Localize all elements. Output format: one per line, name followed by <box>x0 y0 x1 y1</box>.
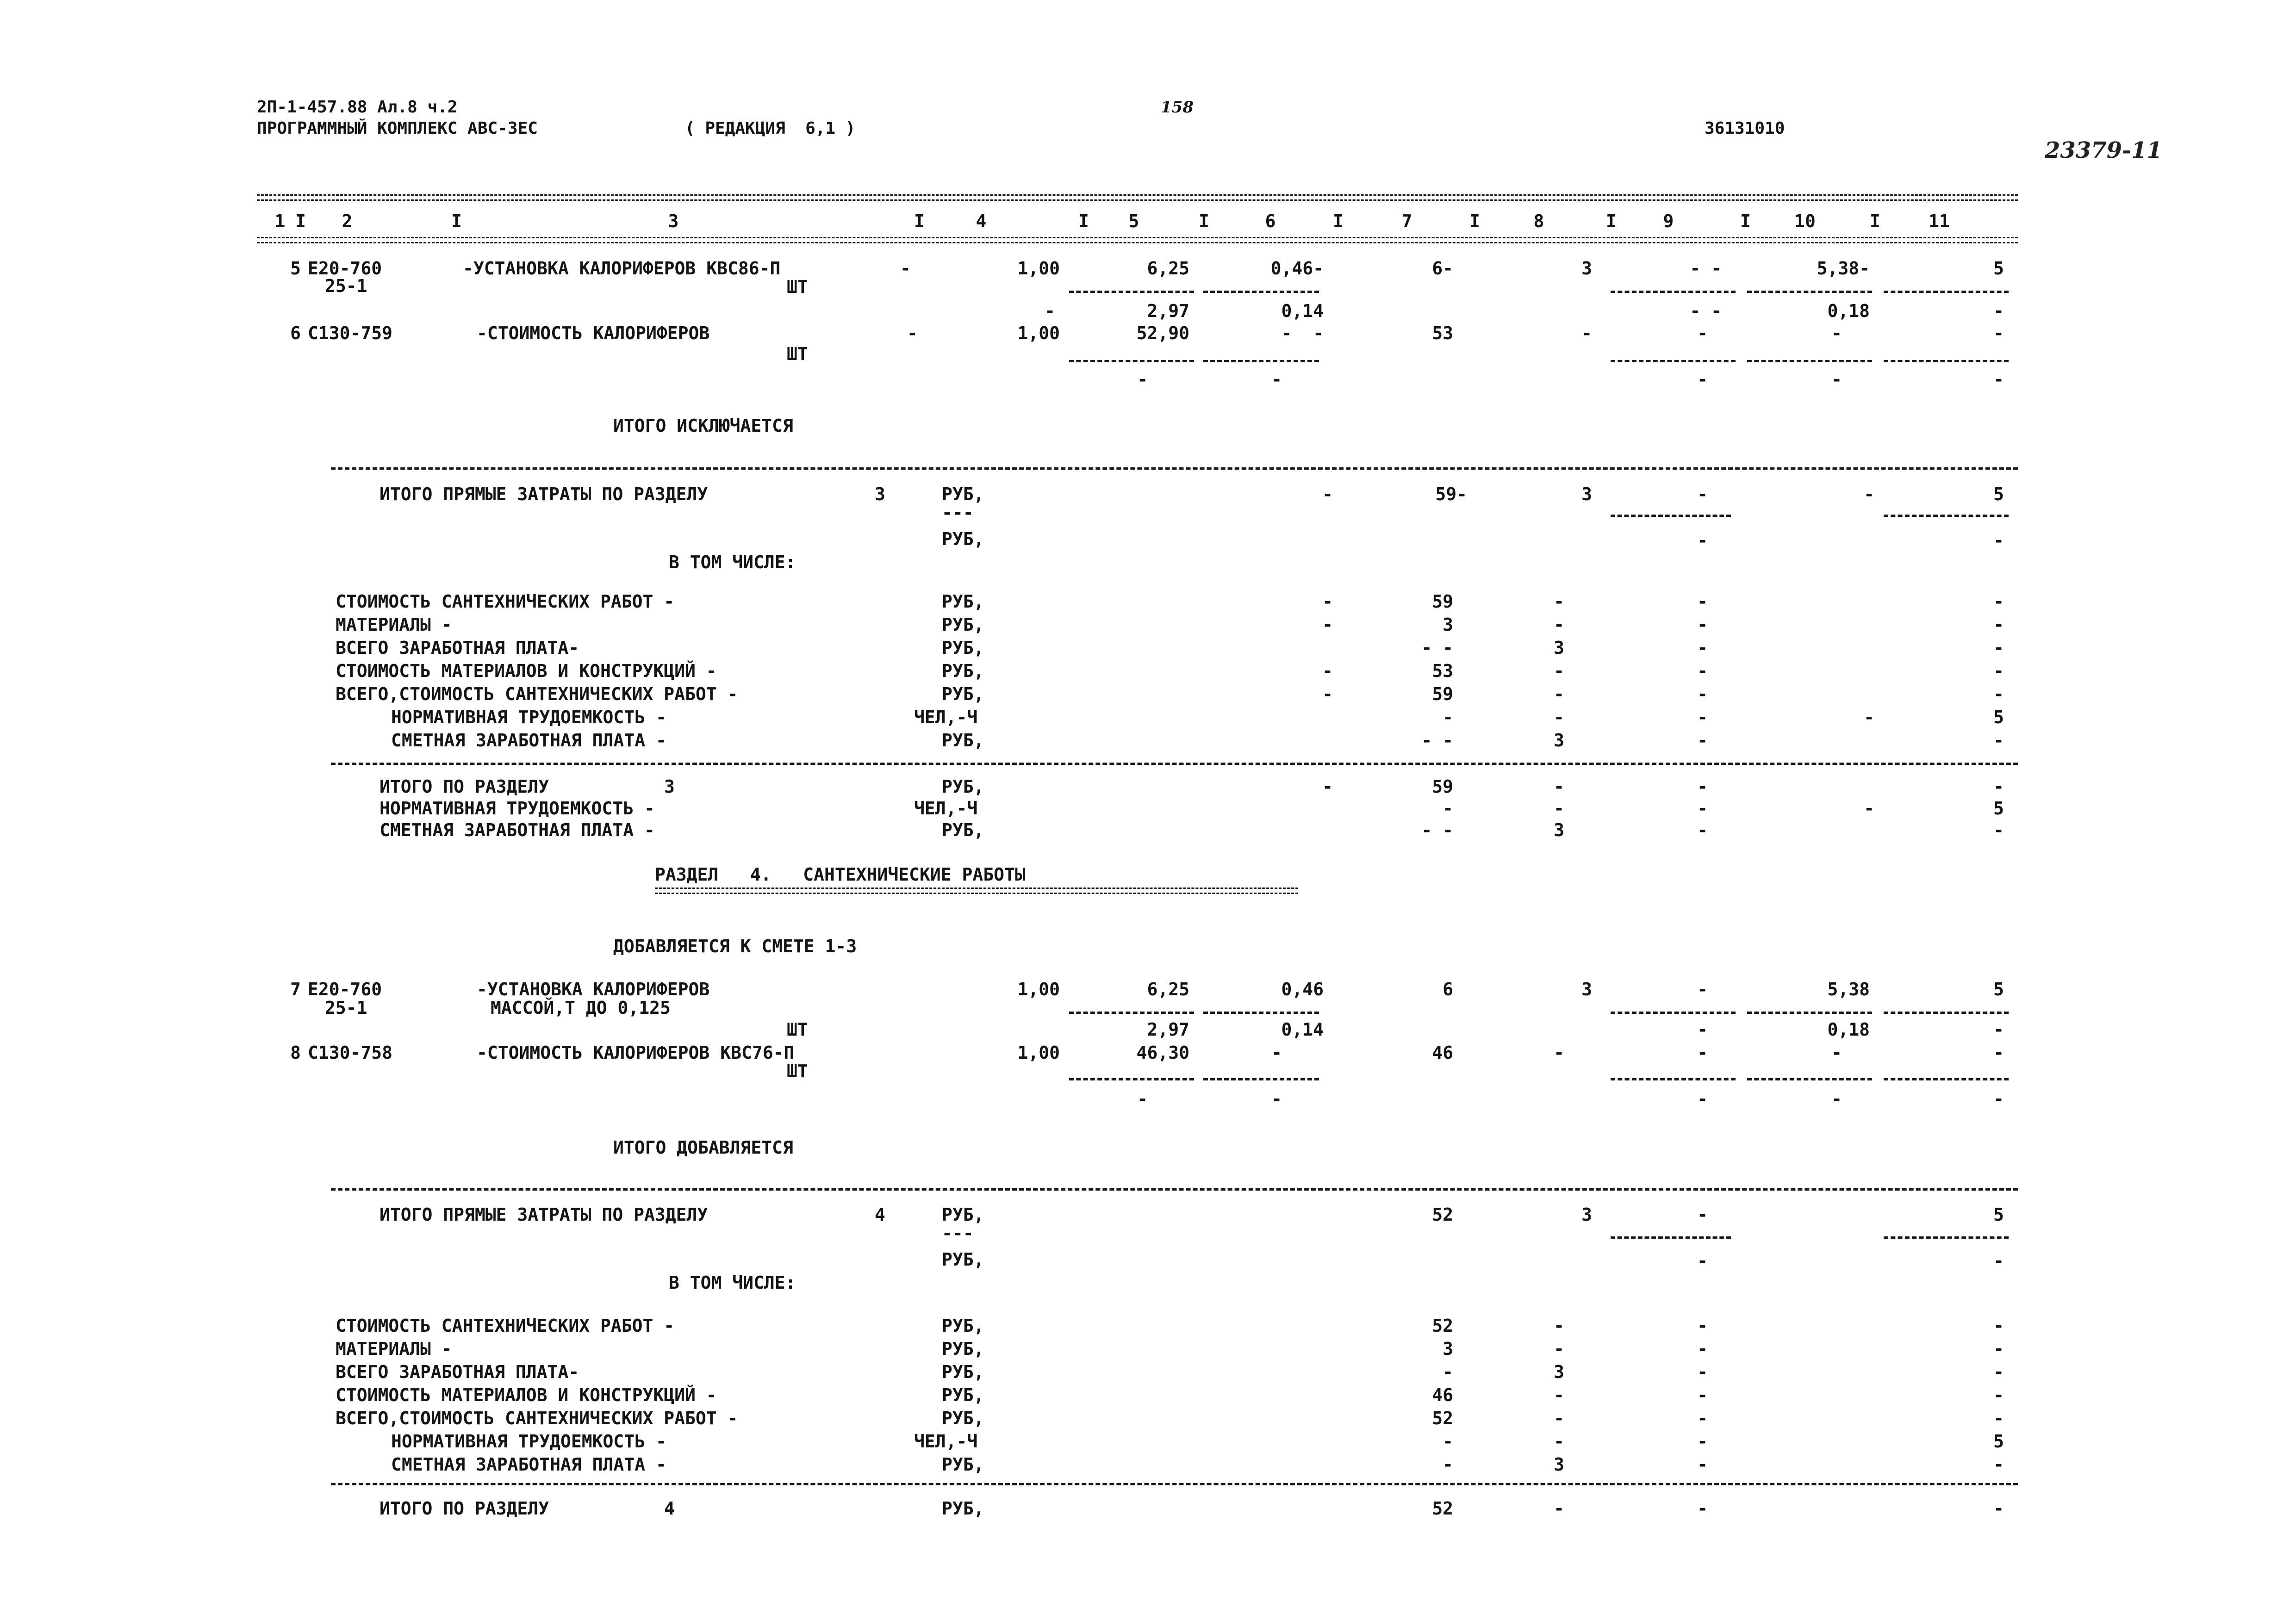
item-number: 5 <box>290 258 301 279</box>
item-code: Е20-760 <box>308 979 382 999</box>
row-label: ВСЕГО ЗАРАБОТНАЯ ПЛАТА- <box>336 638 579 658</box>
item-col6: 0,46- <box>1270 258 1324 279</box>
row-label: НОРМАТИВНАЯ ТРУДОЕМКОСТЬ - <box>380 798 655 819</box>
unit-label: ЧЕЛ,-Ч <box>914 798 978 819</box>
item-col6-lower: 0,14 <box>1281 301 1324 321</box>
item-col5-lower: - <box>1137 369 1148 390</box>
item-col9-lower: - <box>1697 1089 1708 1109</box>
value-col8: - <box>1554 776 1564 797</box>
item-col10: 5,38 <box>1827 979 1870 999</box>
value-col8: 3 <box>1554 1454 1564 1475</box>
item-col4-lower: - <box>1045 301 1055 321</box>
separator-rule <box>331 1188 2018 1191</box>
item-col11-lower: - <box>1993 369 2004 390</box>
section-number: 4 <box>664 1498 675 1519</box>
value-col6: - <box>1322 484 1333 504</box>
item-unit: ШТ <box>787 1019 808 1040</box>
item-unit: ШТ <box>787 344 808 364</box>
value-col11: - <box>1993 1339 2004 1359</box>
value-col7: - <box>1443 1431 1453 1452</box>
unit-label: ЧЕЛ,-Ч <box>914 1431 978 1452</box>
value-col9: - <box>1697 591 1708 612</box>
item-col11: 5 <box>1993 258 2004 279</box>
row-label: СМЕТНАЯ ЗАРАБОТНАЯ ПЛАТА - <box>391 1454 666 1475</box>
item-col11: - <box>1993 1043 2004 1063</box>
value-col11-2: - <box>1993 530 2004 551</box>
item-name: -УСТАНОВКА КАЛОРИФЕРОВ <box>477 979 710 999</box>
program-name: ПРОГРАММНЫЙ КОМПЛЕКС АВС-ЗЕС <box>257 119 538 138</box>
row-label: ВСЕГО ЗАРАБОТНАЯ ПЛАТА- <box>336 1362 579 1382</box>
unit-label: РУБ, <box>942 661 984 681</box>
value-col7: 3 <box>1443 614 1453 635</box>
col-header-8: 8 <box>1533 211 1544 231</box>
unit-label: РУБ, <box>942 1204 984 1225</box>
value-col9: - <box>1697 1362 1708 1382</box>
value-col11: - <box>1993 1408 2004 1428</box>
value-col8: - <box>1554 661 1564 681</box>
row-label: МАТЕРИАЛЫ - <box>336 1339 452 1359</box>
unit-label: РУБ, <box>942 776 984 797</box>
value-col9: - <box>1697 776 1708 797</box>
item-col6: - <box>1271 1043 1282 1063</box>
direct-costs-label: ИТОГО ПРЯМЫЕ ЗАТРАТЫ ПО РАЗДЕЛУ <box>380 484 708 504</box>
item-number: 6 <box>290 323 301 343</box>
value-col11-2: - <box>1993 1251 2004 1271</box>
section4-title: РАЗДЕЛ 4. САНТЕХНИЧЕСКИЕ РАБОТЫ <box>655 864 1026 885</box>
value-col8: 3 <box>1554 1362 1564 1382</box>
value-col8: - <box>1554 684 1564 704</box>
value-col7: - <box>1443 1362 1453 1382</box>
value-col11: - <box>1993 1385 2004 1405</box>
value-col11: 5 <box>1993 798 2004 819</box>
item-col8: 3 <box>1581 979 1592 999</box>
row-label: СМЕТНАЯ ЗАРАБОТНАЯ ПЛАТА - <box>391 730 666 751</box>
unit-label: РУБ, <box>942 1408 984 1428</box>
value-col7: 59 <box>1432 684 1453 704</box>
value-col9: - <box>1697 1498 1708 1519</box>
item-col8: - <box>1581 323 1592 343</box>
register-code: 36131010 <box>1705 119 1785 138</box>
value-col6: - <box>1322 614 1333 635</box>
row-label: СТОИМОСТЬ САНТЕХНИЧЕСКИХ РАБОТ - <box>336 591 675 612</box>
unit-label-2: РУБ, <box>942 1249 984 1270</box>
separator-rule <box>331 467 2018 470</box>
item-number: 7 <box>290 979 301 999</box>
value-col11: - <box>1993 684 2004 704</box>
item-col8: - <box>1554 1043 1564 1063</box>
value-col11: 5 <box>1993 1431 2004 1452</box>
value-col8: 3 <box>1554 730 1564 751</box>
section-number: 3 <box>875 484 885 504</box>
col-header-3: 3 <box>668 211 679 231</box>
value-col9: - <box>1697 614 1708 635</box>
item-col9: - <box>1697 1043 1708 1063</box>
item-col6-lower: - <box>1271 369 1282 390</box>
col-header-5: 5 <box>1128 211 1139 231</box>
item-col11: - <box>1993 323 2004 343</box>
item-col9: - <box>1697 323 1708 343</box>
value-col7: - - <box>1421 730 1453 751</box>
value-col8: - <box>1554 1316 1564 1336</box>
program-edition: ( РЕДАКЦИЯ 6,1 ) <box>685 119 856 138</box>
value-col7: 59 <box>1432 591 1453 612</box>
item-col9-lower: - - <box>1690 301 1722 321</box>
value-col11: - <box>1993 1362 2004 1382</box>
value-col8: - <box>1554 1431 1564 1452</box>
value-col7: 59 <box>1432 776 1453 797</box>
item-col7: 53 <box>1432 323 1453 343</box>
item-name: -УСТАНОВКА КАЛОРИФЕРОВ КВС86-П <box>463 258 781 279</box>
row-label: НОРМАТИВНАЯ ТРУДОЕМКОСТЬ - <box>391 707 666 727</box>
item-code: С130-759 <box>308 323 393 343</box>
row-label: НОРМАТИВНАЯ ТРУДОЕМКОСТЬ - <box>391 1431 666 1452</box>
value-col8: - <box>1554 1408 1564 1428</box>
value-col11: - <box>1993 591 2004 612</box>
col-header-2: 2 <box>342 211 353 231</box>
row-label: СТОИМОСТЬ САНТЕХНИЧЕСКИХ РАБОТ - <box>336 1316 675 1336</box>
item-col9: - - <box>1690 258 1722 279</box>
item-col5-lower: - <box>1137 1089 1148 1109</box>
value-col7: - - <box>1421 638 1453 658</box>
handwritten-code: 23379-11 <box>2045 137 2162 163</box>
value-col9-2: - <box>1697 1251 1708 1271</box>
item-col7: 46 <box>1432 1043 1453 1063</box>
item-col8: 3 <box>1581 258 1592 279</box>
value-col6: - <box>1322 684 1333 704</box>
item-col10-lower: 0,18 <box>1827 301 1870 321</box>
table-top-rule <box>257 194 2018 201</box>
item-quantity: 1,00 <box>1017 323 1060 343</box>
item-col5: 6,25 <box>1147 258 1189 279</box>
item-col10-lower: - <box>1831 369 1842 390</box>
unit-label: РУБ, <box>942 1385 984 1405</box>
item-col5: 52,90 <box>1136 323 1189 343</box>
including-label: В ТОМ ЧИСЛЕ: <box>669 552 796 572</box>
value-col9: - <box>1697 1316 1708 1336</box>
unit-label: РУБ, <box>942 1339 984 1359</box>
item-unit: ШТ <box>787 277 808 297</box>
col-header-10: 10 <box>1794 211 1816 231</box>
value-col11: - <box>1993 1498 2004 1519</box>
value-col7: - <box>1443 707 1453 727</box>
value-col9: - <box>1697 638 1708 658</box>
value-col11: - <box>1993 638 2004 658</box>
value-col9: - <box>1697 661 1708 681</box>
row-label: МАТЕРИАЛЫ - <box>336 614 452 635</box>
row-label: СТОИМОСТЬ МАТЕРИАЛОВ И КОНСТРУКЦИЙ - <box>336 661 717 681</box>
value-col6: - <box>1322 591 1333 612</box>
unit-label: РУБ, <box>942 730 984 751</box>
value-col9: - <box>1697 1431 1708 1452</box>
value-col8: - <box>1554 1498 1564 1519</box>
section-number: 4 <box>875 1204 885 1225</box>
value-col11: - <box>1993 1454 2004 1475</box>
including-label: В ТОМ ЧИСЛЕ: <box>669 1272 796 1293</box>
value-col9: - <box>1697 484 1708 504</box>
value-col8: - <box>1554 1385 1564 1405</box>
page-number: 158 <box>1161 98 1194 117</box>
value-col7: 53 <box>1432 661 1453 681</box>
value-col9: - <box>1697 1339 1708 1359</box>
value-col7: 52 <box>1432 1204 1453 1225</box>
item-name-2: МАССОЙ,Т ДО 0,125 <box>491 998 671 1018</box>
unit-label: РУБ, <box>942 638 984 658</box>
direct-costs-label: ИТОГО ПРЯМЫЕ ЗАТРАТЫ ПО РАЗДЕЛУ <box>380 1204 708 1225</box>
added-to-label: ДОБАВЛЯЕТСЯ К СМЕТЕ 1-3 <box>613 936 857 956</box>
row-label: СТОИМОСТЬ МАТЕРИАЛОВ И КОНСТРУКЦИЙ - <box>336 1385 717 1405</box>
value-col6: - <box>1322 776 1333 797</box>
value-col8: - <box>1554 591 1564 612</box>
value-col7: 59- <box>1435 484 1467 504</box>
separator-rule <box>331 1483 2018 1485</box>
value-col11: - <box>1993 730 2004 751</box>
item-col11: 5 <box>1993 979 2004 999</box>
row-label: ВСЕГО,СТОИМОСТЬ САНТЕХНИЧЕСКИХ РАБОТ - <box>336 1408 738 1428</box>
item-col7: 6- <box>1432 258 1453 279</box>
value-col7: 52 <box>1432 1408 1453 1428</box>
item-number: 8 <box>290 1043 301 1063</box>
value-col9-2: - <box>1697 530 1708 551</box>
value-col7: - - <box>1421 820 1453 840</box>
value-col10: - <box>1864 484 1874 504</box>
row-label: ВСЕГО,СТОИМОСТЬ САНТЕХНИЧЕСКИХ РАБОТ - <box>336 684 738 704</box>
col-header-9: 9 <box>1663 211 1674 231</box>
value-col10: - <box>1864 707 1874 727</box>
value-col7: 46 <box>1432 1385 1453 1405</box>
item-col10-lower: 0,18 <box>1827 1019 1870 1040</box>
section4-title-underline <box>655 888 1298 894</box>
value-col9: - <box>1697 1408 1708 1428</box>
unit-label: РУБ, <box>942 591 984 612</box>
item-col5: 46,30 <box>1136 1043 1189 1063</box>
item-col7: 6 <box>1443 979 1453 999</box>
value-col9: - <box>1697 730 1708 751</box>
row-label: СМЕТНАЯ ЗАРАБОТНАЯ ПЛАТА - <box>380 820 655 840</box>
item-col5-lower: 2,97 <box>1147 301 1189 321</box>
item-col9-lower: - <box>1697 1019 1708 1040</box>
value-col11: 5 <box>1993 1204 2004 1225</box>
item-col6-lower: 0,14 <box>1281 1019 1324 1040</box>
unit-label: РУБ, <box>942 1454 984 1475</box>
item-code: Е20-760 <box>308 258 382 279</box>
item-col6: - - <box>1281 323 1324 343</box>
value-col8: - <box>1554 1339 1564 1359</box>
unit-label: РУБ, <box>942 1316 984 1336</box>
item-col5-lower: 2,97 <box>1147 1019 1189 1040</box>
item-col11-lower: - <box>1993 1019 2004 1040</box>
value-col8: 3 <box>1554 638 1564 658</box>
item-name: -СТОИМОСТЬ КАЛОРИФЕРОВ КВС76-П <box>477 1043 795 1063</box>
item-quantity: 1,00 <box>1017 1043 1060 1063</box>
item-col5: 6,25 <box>1147 979 1189 999</box>
item-col9: - <box>1697 979 1708 999</box>
value-col6: - <box>1322 661 1333 681</box>
value-col9: - <box>1697 820 1708 840</box>
item-quantity: 1,00 <box>1017 979 1060 999</box>
item-quantity: 1,00 <box>1017 258 1060 279</box>
value-col7: - <box>1443 1454 1453 1475</box>
unit-label: ЧЕЛ,-Ч <box>914 707 978 727</box>
value-col7: - <box>1443 798 1453 819</box>
unit-label: РУБ, <box>942 614 984 635</box>
item-col6: 0,46 <box>1281 979 1324 999</box>
value-col9: - <box>1697 684 1708 704</box>
value-col9: - <box>1697 798 1708 819</box>
value-col11: - <box>1993 820 2004 840</box>
item-col9-lower: - <box>1697 369 1708 390</box>
item-col10: - <box>1831 323 1842 343</box>
item-code-2: 25-1 <box>325 998 367 1018</box>
item-col10: - <box>1831 1043 1842 1063</box>
value-col8: 3 <box>1581 484 1592 504</box>
unit-label: РУБ, <box>942 820 984 840</box>
unit-sub: --- <box>942 1223 974 1243</box>
item-code-2: 25-1 <box>325 276 367 296</box>
value-col11: - <box>1993 776 2004 797</box>
excluded-total-label: ИТОГО ИСКЛЮЧАЕТСЯ <box>613 416 793 436</box>
item-col11-lower: - <box>1993 1089 2004 1109</box>
value-col11: - <box>1993 614 2004 635</box>
col-header-7: 7 <box>1401 211 1412 231</box>
document-code: 2П-1-457.88 Ал.8 ч.2 <box>257 98 458 117</box>
unit-label: РУБ, <box>942 1498 984 1519</box>
value-col9: - <box>1697 1385 1708 1405</box>
item-name-dash: - <box>900 258 911 279</box>
value-col8: 3 <box>1581 1204 1592 1225</box>
value-col11: 5 <box>1993 707 2004 727</box>
value-col8: - <box>1554 614 1564 635</box>
unit-label: РУБ, <box>942 1362 984 1382</box>
item-name-dash: - <box>907 323 918 343</box>
added-total-label: ИТОГО ДОБАВЛЯЕТСЯ <box>613 1137 793 1158</box>
value-col7: 3 <box>1443 1339 1453 1359</box>
value-col8: 3 <box>1554 820 1564 840</box>
value-col9: - <box>1697 1454 1708 1475</box>
value-col11: - <box>1993 1316 2004 1336</box>
item-col11-lower: - <box>1993 301 2004 321</box>
col-header-6: 6 <box>1265 211 1276 231</box>
item-col6-lower: - <box>1271 1089 1282 1109</box>
item-col10: 5,38- <box>1817 258 1870 279</box>
value-col8: - <box>1554 707 1564 727</box>
value-col11: 5 <box>1993 484 2004 504</box>
item-col10-lower: - <box>1831 1089 1842 1109</box>
value-col11: - <box>1993 661 2004 681</box>
col-header-1: 1 <box>274 211 286 231</box>
item-name: -СТОИМОСТЬ КАЛОРИФЕРОВ <box>477 323 710 343</box>
item-code: С130-758 <box>308 1043 393 1063</box>
value-col9: - <box>1697 707 1708 727</box>
value-col7: 52 <box>1432 1316 1453 1336</box>
section-number: 3 <box>664 776 675 797</box>
section-total-label: ИТОГО ПО РАЗДЕЛУ <box>380 1498 549 1519</box>
col-header-11: 11 <box>1929 211 1950 231</box>
value-col9: - <box>1697 1204 1708 1225</box>
item-unit: ШТ <box>787 1061 808 1081</box>
value-col10: - <box>1864 798 1874 819</box>
unit-sub: --- <box>942 503 974 523</box>
unit-label: РУБ, <box>942 484 984 504</box>
value-col8: - <box>1554 798 1564 819</box>
column-header-rule <box>257 237 2018 243</box>
unit-label: РУБ, <box>942 684 984 704</box>
value-col7: 52 <box>1432 1498 1453 1519</box>
page: 2П-1-457.88 Ал.8 ч.2 ПРОГРАММНЫЙ КОМПЛЕКС АВС-ЗЕС ( РЕДАКЦИЯ 6,1 ) 158 36131010 23379-11 1 I 2 I 3 I 4 I 5 I 6 I 7 I 8 I 9 I 10 I 11 5 Е20-760 -УСТАНОВКА КАЛОРИФЕРОВ КВС86-П - 1,00 6,25 0,46- 6- 3 - - 5,38- 5 25-1 ШТ - 2,97 0,14 - - 0,18 - 6 С130-759 -СТОИМОСТЬ КАЛОРИФЕРОВ - 1,00 52,90 - - 53 - - - - ШТ - - - - - ИТОГО ИСКЛЮЧАЕТСЯ ИТОГО ПРЯМЫЕ ЗАТРАТЫ ПО РАЗДЕЛУ 3 РУБ, - 59- 3 - - 5 --- РУБ, - - В ТОМ ЧИСЛЕ: СТОИМОСТЬ САНТЕХНИЧЕСКИХ РАБОТ - РУБ, - 59 - - - МАТЕРИАЛЫ - РУБ, - 3 - - - ВСЕГО ЗАРАБОТНАЯ ПЛАТА- РУБ, - - 3 - - СТОИМОСТЬ МАТЕРИАЛОВ И КОНСТРУКЦИЙ - РУБ, - 53 - - - ВСЕГО,СТОИМОСТЬ САНТЕХНИЧЕСКИХ РАБОТ - РУБ, - 59 - - - НОРМАТИВНАЯ ТРУДОЕМКОСТЬ - ЧЕЛ,-Ч - - - - 5 СМЕТНАЯ ЗАРАБОТНАЯ ПЛАТА - РУБ, - - 3 - - ИТОГО ПО РАЗДЕЛУ 3 РУБ, - 59 - - - НОРМАТИВНАЯ ТРУДОЕМКОСТЬ - ЧЕЛ,-Ч - - - - 5 СМЕТНАЯ ЗАРАБОТНАЯ ПЛАТА - РУБ, - - 3 - - РАЗДЕЛ 4. САНТЕХНИЧЕСКИЕ РАБОТЫ ДОБАВЛЯЕТСЯ К СМЕТЕ 1-3 7 Е20-760 -УСТАНОВКА КАЛОРИФЕРОВ 1,00 6,25 0,46 6 3 - 5,38 5 25-1 МАССОЙ,Т ДО 0,125 ШТ 2,97 0,14 - 0,18 - 8 С130-758 -СТОИМОСТЬ КАЛОРИФЕРОВ КВС76-П 1,00 46,30 - 46 - - - - ШТ - - - - - ИТОГО ДОБАВЛЯЕТСЯ ИТОГО ПРЯМЫЕ ЗАТРАТЫ ПО РАЗДЕЛУ 4 РУБ, 52 3 - 5 --- РУБ, - - В ТОМ ЧИСЛЕ: СТОИМОСТЬ САНТЕХНИЧЕСКИХ РАБОТ - РУБ, 52 - - - МАТЕРИАЛЫ - РУБ, 3 - - - ВСЕГО ЗАРАБОТНАЯ ПЛАТА- РУБ, - 3 - - СТОИМОСТЬ МАТЕРИАЛОВ И КОНСТРУКЦИЙ - РУБ, 46 - - - ВСЕГО,СТОИМОСТЬ САНТЕХНИЧЕСКИХ РАБОТ - РУБ, 52 - - - НОРМАТИВНАЯ ТРУДОЕМКОСТЬ - ЧЕЛ,-Ч - - - 5 СМЕТНАЯ ЗАРАБОТНАЯ ПЛАТА - РУБ, - 3 - - ИТОГО ПО РАЗДЕЛУ 4 РУБ, 52 - - - <box>257 98 2162 1519</box>
col-header-4: 4 <box>976 211 987 231</box>
row-label: ИТОГО ПО РАЗДЕЛУ <box>380 776 549 797</box>
separator-rule <box>331 763 2018 765</box>
unit-label-2: РУБ, <box>942 529 984 549</box>
